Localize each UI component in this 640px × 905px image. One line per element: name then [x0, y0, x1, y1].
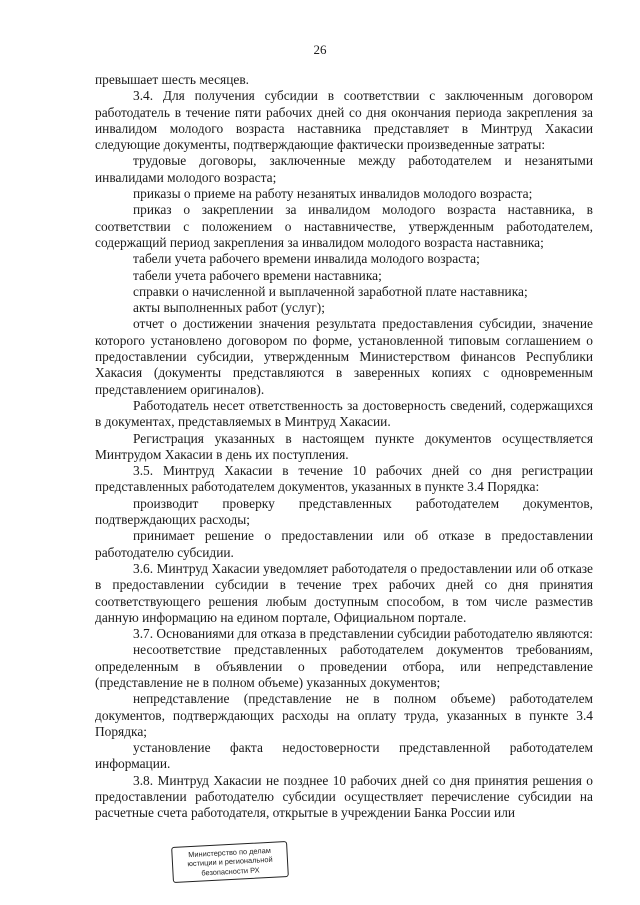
- paragraph: 3.8. Минтруд Хакасии не позднее 10 рабочих дней со дня принятия решения о предоставлении работодателю субсидии осуществляет перечисление субсидии на расчетные счета работодателя, открытые в учреждении Банка России или: [95, 772, 593, 821]
- list-item: несоответствие представленных работодателем документов требованиям, определенным в объявлении о проведении отбора, или непредставление (представление не в полном объеме) указанных документов;: [95, 642, 593, 690]
- stamp-line: Министерство по делам: [187, 845, 272, 860]
- paragraph: 3.4. Для получения субсидии в соответствии с заключенным договором работодатель в течение пяти рабочих дней со дня окончания периода закрепления за инвалидом молодого возраста наставника представляет в Минтруд Хакасии следующие документы, подтверждающие фактически произведенные затраты:: [95, 88, 593, 153]
- list-item: принимает решение о предоставлении или об отказе в предоставлении работодателю субсидии.: [95, 528, 593, 560]
- paragraph: Регистрация указанных в настоящем пункте документов осуществляется Минтрудом Хакасии в день их поступления.: [95, 430, 593, 462]
- ministry-stamp: [171, 841, 289, 883]
- page-number: 26: [313, 42, 327, 57]
- stamp-line: юстиции и региональной: [187, 855, 273, 869]
- list-item: акты выполненных работ (услуг);: [133, 300, 325, 316]
- list-item: приказы о приеме на работу незанятых инвалидов молодого возраста;: [133, 186, 533, 202]
- document-body: [95, 72, 593, 822]
- paragraph: Работодатель несет ответственность за достоверность сведений, содержащихся в документах, представляемых в Минтруд Хакасии.: [95, 397, 593, 430]
- paragraph: 3.6. Минтруд Хакасии уведомляет работодателя о предоставлении или об отказе в предоставлении субсидии в течение трех рабочих дней со дня принятия соответствующего решения любым доступным способом, в том числе разместив данную информацию на едином портале, Официальном портале.: [95, 560, 593, 625]
- stamp-line: безопасности РХ: [201, 865, 260, 878]
- paragraph: превышает шесть месяцев.: [95, 72, 249, 87]
- list-item: трудовые договоры, заключенные между работодателем и незанятыми инвалидами молодого возраста;: [95, 153, 593, 185]
- list-item: производит проверку представленных работодателем документов, подтверждающих расходы;: [95, 495, 593, 528]
- list-item: табели учета рабочего времени инвалида молодого возраста;: [133, 251, 480, 267]
- list-item: непредставление (представление не в полном объеме) работодателем документов, подтверждающих расходы на оплату труда, указанных в пункте 3.4 Порядка;: [95, 691, 593, 739]
- paragraph: 3.7. Основаниями для отказа в представлении субсидии работодателю являются:: [133, 626, 594, 642]
- list-item: отчет о достижении значения результата предоставления субсидии, значение которого установлено договором по форме, установленной типовым соглашением о предоставлении субсидии, утвержденным Министерством финансов Республики Хакасия (документы представляются в заверенных копиях с одновременным представлением оригиналов).: [95, 316, 593, 397]
- list-item: справки о начисленной и выплаченной заработной плате наставника;: [133, 283, 528, 299]
- list-item: приказ о закреплении за инвалидом молодого возраста наставника, в соответствии с положением о наставничестве, утвержденным работодателем, содержащий период закрепления за инвалидом молодого возраста наставника;: [95, 202, 593, 250]
- list-item: установление факта недостоверности представленной работодателем информации.: [95, 740, 593, 772]
- paragraph: 3.5. Минтруд Хакасии в течение 10 рабочих дней со дня регистрации представленных работодателем документов, указанных в пункте 3.4 Порядка:: [95, 463, 593, 495]
- list-item: табели учета рабочего времени наставника;: [133, 267, 382, 283]
